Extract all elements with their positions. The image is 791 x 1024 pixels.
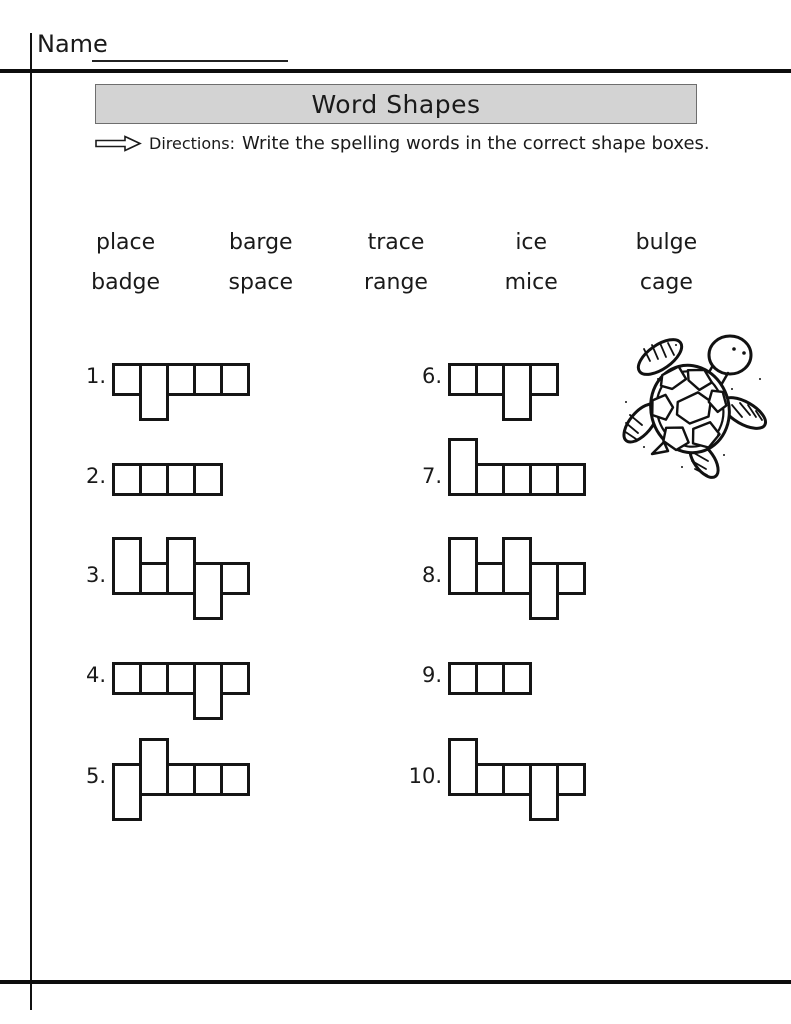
- letter-box-x[interactable]: [220, 662, 250, 695]
- letter-box-desc[interactable]: [193, 662, 223, 720]
- letter-box-x[interactable]: [166, 763, 196, 796]
- letter-box-x[interactable]: [448, 363, 478, 396]
- letter-box-asc[interactable]: [112, 537, 142, 595]
- letter-box-x[interactable]: [112, 363, 142, 396]
- letter-box-x[interactable]: [502, 463, 532, 496]
- letter-box-x[interactable]: [139, 463, 169, 496]
- shape-number: 2.: [85, 464, 106, 488]
- letter-box-x[interactable]: [475, 763, 505, 796]
- right-arrow-icon: [94, 135, 142, 152]
- shape-number: 3.: [85, 563, 106, 587]
- letter-box-x[interactable]: [556, 463, 586, 496]
- sea-turtle-clipart-image: [614, 327, 786, 483]
- shape-boxes: [112, 537, 250, 620]
- letter-box-x[interactable]: [475, 662, 505, 695]
- letter-box-x[interactable]: [112, 662, 142, 695]
- letter-box-x[interactable]: [193, 763, 223, 796]
- shape-number: 7.: [421, 464, 442, 488]
- word-bank-item: barge: [228, 230, 293, 255]
- letter-box-x[interactable]: [166, 363, 196, 396]
- letter-box-desc[interactable]: [529, 562, 559, 620]
- word-bank-item: trace: [367, 230, 425, 255]
- letter-box-asc[interactable]: [166, 537, 196, 595]
- word-bank-item: bulge: [635, 230, 698, 255]
- letter-box-asc[interactable]: [502, 537, 532, 595]
- letter-box-x[interactable]: [139, 562, 169, 595]
- word-bank-item: mice: [504, 270, 558, 295]
- shape-number: 8.: [421, 563, 442, 587]
- directions-label: Directions:: [149, 134, 236, 153]
- letter-box-x[interactable]: [502, 662, 532, 695]
- word-bank-item: cage: [639, 270, 693, 295]
- shape-boxes: [112, 637, 250, 720]
- letter-box-x[interactable]: [220, 562, 250, 595]
- shape-boxes: [112, 738, 250, 821]
- left-margin-line: [30, 33, 32, 1010]
- page-title: [95, 84, 697, 124]
- letter-box-asc[interactable]: [448, 438, 478, 496]
- letter-box-desc[interactable]: [529, 763, 559, 821]
- top-rule: [0, 69, 791, 73]
- letter-box-x[interactable]: [475, 562, 505, 595]
- word-bank-row-1: [58, 230, 734, 255]
- letter-box-asc[interactable]: [448, 738, 478, 796]
- letter-box-x[interactable]: [193, 363, 223, 396]
- letter-box-x[interactable]: [529, 363, 559, 396]
- shape-boxes: [448, 637, 532, 695]
- shape-number: 5.: [85, 764, 106, 788]
- letter-box-x[interactable]: [139, 662, 169, 695]
- shape-number: 4.: [85, 663, 106, 687]
- letter-box-x[interactable]: [475, 463, 505, 496]
- shape-boxes: [448, 338, 559, 421]
- letter-box-x[interactable]: [502, 763, 532, 796]
- word-bank-item: place: [95, 230, 156, 255]
- shape-boxes: [448, 537, 586, 620]
- word-bank-item: ice: [515, 230, 548, 255]
- shape-boxes: [448, 438, 586, 496]
- letter-box-x[interactable]: [556, 562, 586, 595]
- letter-box-x[interactable]: [529, 463, 559, 496]
- letter-box-desc[interactable]: [193, 562, 223, 620]
- word-bank-item: badge: [91, 270, 161, 295]
- word-bank-item: range: [364, 270, 428, 295]
- directions-text: Write the spelling words in the correct shape boxes.: [242, 133, 710, 154]
- letter-box-x[interactable]: [112, 463, 142, 496]
- shape-number: 10.: [408, 764, 442, 788]
- letter-box-x[interactable]: [220, 763, 250, 796]
- letter-box-x[interactable]: [193, 463, 223, 496]
- letter-box-asc[interactable]: [448, 537, 478, 595]
- shape-number: 1.: [85, 364, 106, 388]
- shape-number: 9.: [421, 663, 442, 687]
- word-bank-row-2: [58, 270, 734, 295]
- shape-boxes: [112, 438, 223, 496]
- bottom-rule: [0, 980, 791, 984]
- word-bank-item: space: [228, 270, 294, 295]
- name-label: Name: [37, 30, 108, 58]
- letter-box-x[interactable]: [220, 363, 250, 396]
- letter-box-desc[interactable]: [112, 763, 142, 821]
- shape-boxes: [112, 338, 250, 421]
- directions-row: [94, 133, 710, 154]
- letter-box-desc[interactable]: [139, 363, 169, 421]
- letter-box-x[interactable]: [475, 363, 505, 396]
- shape-boxes: [448, 738, 586, 821]
- letter-box-x[interactable]: [166, 662, 196, 695]
- shape-number: 6.: [421, 364, 442, 388]
- letter-box-desc[interactable]: [502, 363, 532, 421]
- name-blank-line[interactable]: [92, 34, 288, 62]
- letter-box-asc[interactable]: [139, 738, 169, 796]
- letter-box-x[interactable]: [556, 763, 586, 796]
- letter-box-x[interactable]: [166, 463, 196, 496]
- page-title-text: Word Shapes: [311, 89, 481, 119]
- letter-box-x[interactable]: [448, 662, 478, 695]
